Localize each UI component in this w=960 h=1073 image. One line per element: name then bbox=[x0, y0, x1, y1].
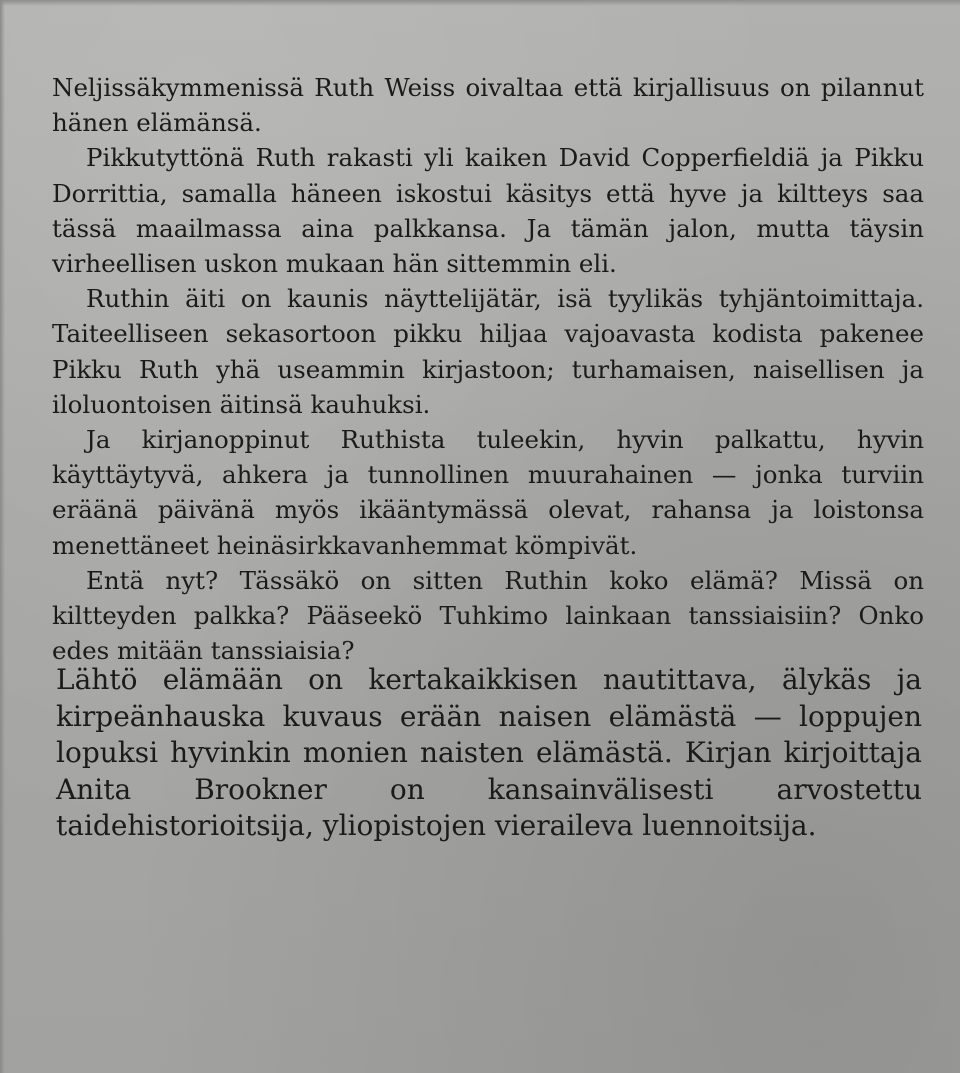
about-paragraph: Lähtö elämään on kertakaikkisen nautittava, älykäs ja kirpeänhauska kuvaus erään naisen elämästä — loppujen lopuksi hyvinkin monien naisten elämästä. Kirjan kirjoittaja Anita Brookner on kansainvälisesti arvostettu taidehistorioitsija, yliopistojen vieraileva luennoitsija. bbox=[56, 663, 922, 842]
synopsis-paragraph: Ja kirjanoppinut Ruthista tuleekin, hyvin palkattu, hyvin käyttäytyvä, ahkera ja tunnollinen muurahainen — jonka turviin eräänä päivänä myös ikääntymässä olevat, rahansa ja loistonsa menettäneet heinäsirkkavanhemmat kömpivät. bbox=[52, 425, 924, 560]
cover-top-edge bbox=[0, 0, 960, 6]
synopsis-text bbox=[52, 70, 924, 668]
synopsis-paragraph: Entä nyt? Tässäkö on sitten Ruthin koko elämä? Missä on kiltteyden palkka? Pääseekö Tuhkimo lainkaan tanssiaisiin? Onko edes mitään tanssiaisia? bbox=[52, 565, 924, 666]
book-and-author-description bbox=[56, 662, 922, 845]
synopsis-paragraph: Pikkutyttönä Ruth rakasti yli kaiken David Copperfieldiä ja Pikku Dorrittia, samalla häneen iskostui käsitys että hyve ja kiltteys saa tässä maailmassa aina palkkansa. Ja tämän jalon, mutta täysin virheellisen uskon mukaan hän sittemmin eli. bbox=[52, 143, 924, 279]
synopsis-paragraph: Ruthin äiti on kaunis näyttelijätär, isä tyylikäs tyhjäntoimittaja. Taiteelliseen sekasortoon pikku hiljaa vajoavasta kodista pakenee Pikku Ruth yhä useammin kirjastoon; turhamaisen, naisellisen ja iloluontoisen äitinsä kauhuksi. bbox=[52, 284, 924, 419]
cover-left-edge bbox=[0, 0, 5, 1073]
synopsis-paragraph: Neljissäkymmenissä Ruth Weiss oivaltaa että kirjallisuus on pilannut hänen elämänsä. bbox=[52, 73, 924, 138]
